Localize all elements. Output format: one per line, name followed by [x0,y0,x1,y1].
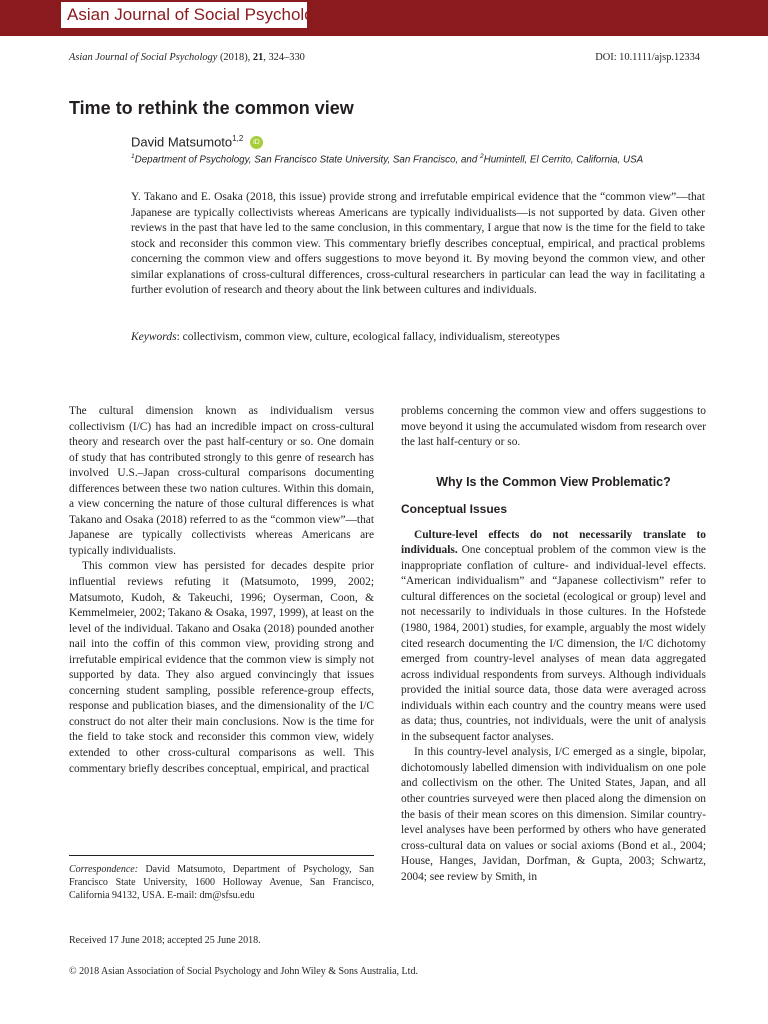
citation-volume: 21 [252,52,264,63]
citation-journal: Asian Journal of Social Psychology [69,52,218,63]
correspondence-text: David Matsumoto, Department of Psychology, San Francisco State University, 1600 Holloway Avenue, San Francisco, California 94132, USA. E-mail: dm@sfsu.edu [69,864,374,902]
subsection-heading: Conceptual Issues [401,502,508,517]
author-line [131,134,263,149]
affiliations [131,150,701,166]
body-paragraph: This common view has persisted for decades despite prior influential reviews refuting it (Matsumoto, 1999, 2002; Matsumoto, Kudoh, & Takeuchi, 1996; Oyserman, Coon, & Kemmelmeier, 2002; Takano & Osaka, 1997, 1999), at least on the level of the individual. Takano and Osaka (2018) pounded another nail into the coffin of this common view, providing strong and irrefutable empirical evidence that the common view is simply not supported by data. They also argued convincingly that issues concerning student sampling, possible reference-group effects, response and publication biases, and the dimensionality of the I/C construct do not alter their main conclusions. Now is the time for the field to take stock and reconsider this common view, widely extended to other cross-cultural comparisons as well. This commentary briefly describes conceptual, empirical, and practical [69,560,374,775]
author-name[interactable]: David Matsumoto [131,134,233,150]
section-heading: Why Is the Common View Problematic? [436,474,671,489]
keywords [131,331,560,343]
doi[interactable]: DOI: 10.1111/ajsp.12334 [595,52,700,63]
body-paragraph: In this country-level analysis, I/C emerged as a single, bipolar, dichotomously labelled dimension with individualism on one pole and collectivism on the other. The United States, Japan, and all other countries surveyed were then placed along the dimension on the basis of their mean scores on this dimension. Similar country-level analyses have been performed by others who have generated cross-cultural data on values or social axioms (Bond et al., 2004; House, Hanges, Javidan, Dorfman, & Gupta, 2003; Schwartz, 2004; see review by Smith, in [401,746,706,883]
author-superscript: 1,2 [232,134,244,143]
left-column [69,404,374,777]
orcid-icon[interactable]: iD [250,136,263,149]
correspondence-footnote [69,855,374,903]
runin-heading: Culture-level effects do not necessarily translate to individuals. [401,528,706,557]
correspondence-label: Correspondence: [69,864,139,875]
affil-sup-1: 1 [131,153,135,160]
received-dates: Received 17 June 2018; accepted 25 June 2018. [69,935,261,946]
affil-text-2: Humintell, El Cerrito, California, USA [483,154,644,166]
copyright-notice: © 2018 Asian Association of Social Psychology and John Wiley & Sons Australia, Ltd. [69,966,418,977]
body-paragraph: problems concerning the common view and offers suggestions to move beyond it using the accumulated wisdom from research over the last half-century or so. [401,405,706,449]
paragraph-text: One conceptual problem of the common view is the inappropriate conflation of culture- and individual-level effects. “American individualism” and “Japanese collectivism” refer to cultural differences on the societal (ecological or group) level and not necessarily to individuals in those cultures. In the Hofstede (1980, 1984, 2001) studies, for example, arguably the most widely cited research documenting the I/C dimension, the I/C dichotomy emerged from country-level analyses of mean data aggregated across individual respondents from surveys. Although individuals provided the initial source data, those data were averaged across individuals within each country and the country means were used as data; thus, countries, not individuals, were the unit of analysis in the subsequent factor analyses. [401,544,706,743]
article-title: Time to rethink the common view [69,98,354,118]
affil-text-1: Department of Psychology, San Francisco State University, San Francisco, and [134,154,481,166]
citation-pages: , 324–330 [263,52,305,63]
right-column [401,404,706,885]
citation-line [69,52,305,63]
affil-sup-2: 2 [480,153,484,160]
body-paragraph: The cultural dimension known as individualism versus collectivism (I/C) has had an incredible impact on cross-cultural theory and research over the past half-century or so. One domain of study that has contributed strongly to this genre of research has involved U.S.–Japan cross-cultural comparisons documenting differences between these two nation cultures. Within this domain, a view concerning the nature of those cultural differences is what Takano and Osaka (2018) referred to as the “common view”—that Japanese are typically collectivists whereas Americans are typically individualists. [69,405,374,557]
journal-name: Asian Journal of Social Psychology [67,5,332,24]
keywords-text: : collectivism, common view, culture, ecological fallacy, individualism, stereotypes [176,331,560,343]
journal-logo [59,0,332,30]
citation-year: (2018), [219,52,251,63]
abstract: Y. Takano and E. Osaka (2018, this issue) provide strong and irrefutable empirical evidence that the “common view”—that Japanese are typically collectivists whereas Americans are typically individualists—is not supported by data. Given other reviews in the past that have led to the same conclusion, in this commentary, I argue that now is the time for the field to take stock and reconsider this common view. This commentary briefly describes conceptual, empirical, and practical problems concerning the common view and offers suggestions to move beyond it. By moving beyond the common view, and other similar explanations of cross-cultural differences, cross-cultural researchers in particular can lead the way in facilitating a further evolution of research and theory about the link between cultures and individuals. [131,191,705,296]
body-paragraph [401,528,706,746]
keywords-label: Keywords [131,331,177,343]
